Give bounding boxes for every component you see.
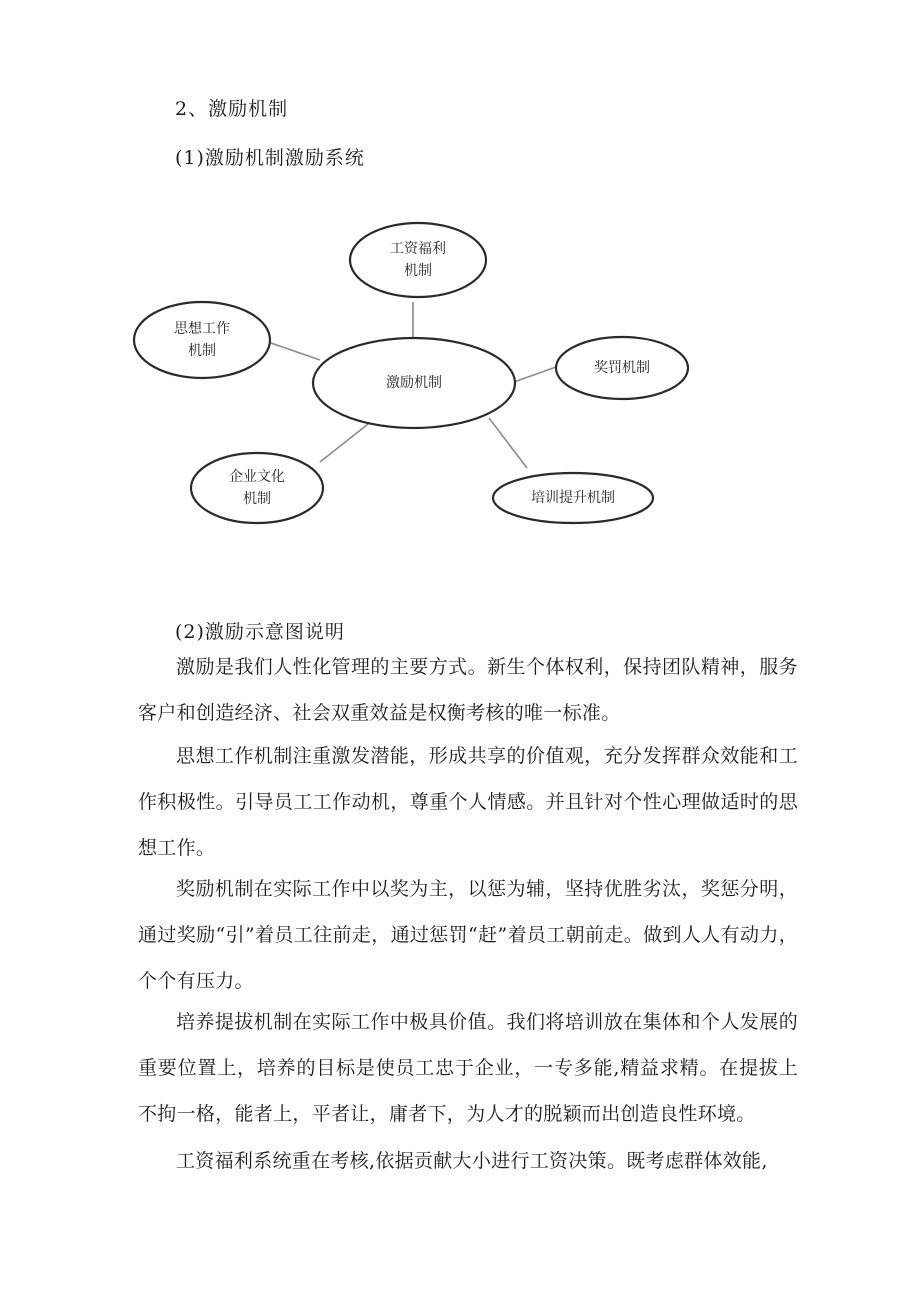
node-training-label: 培训提升机制 bbox=[531, 490, 615, 506]
connector-culture bbox=[320, 424, 368, 462]
node-salary-label: 工资福利 机制 bbox=[390, 241, 446, 279]
subsection-heading-1: (1)激励机制激励系统 bbox=[175, 147, 365, 169]
node-reward-label: 奖罚机制 bbox=[594, 360, 650, 376]
paragraph-ideology: 思想工作机制注重激发潜能，形成共享的价值观，充分发挥群众效能和工作积极性。引导员工工作动机，尊重个人情感。并且针对个性心理做适时的思想工作。 bbox=[138, 745, 798, 859]
paragraph-salary: 工资福利系统重在考核,依据贡献大小进行工资决策。既考虑群体效能, bbox=[176, 1150, 768, 1172]
connector-ideology bbox=[268, 342, 320, 360]
node-center-label: 激励机制 bbox=[386, 375, 442, 391]
node-ideology-label: 思想工作 机制 bbox=[174, 321, 230, 359]
paragraph-motivation: 激励是我们人性化管理的主要方式。新生个体权利，保持团队精神，服务客户和创造经济、社会双重效益是权衡考核的唯一标准。 bbox=[138, 656, 798, 724]
section-heading: 2、激励机制 bbox=[175, 98, 289, 120]
diagram-shapes bbox=[0, 200, 920, 540]
connector-training bbox=[489, 418, 527, 468]
paragraph-training: 培养提拔机制在实际工作中极具价值。我们将培训放在集体和个人发展的重要位置上，培养的目标是使员工忠于企业，一专多能,精益求精。在提拔上不拘一格，能者上，平者让，庸者下，为人才的脱颖而出创造良性环境。 bbox=[138, 1011, 798, 1125]
paragraph-reward: 奖励机制在实际工作中以奖为主，以惩为辅，坚持优胜劣汰，奖惩分明，通过奖励“引”着员工往前走，通过惩罚“赶”着员工朝前走。做到人人有动力，个个有压力。 bbox=[138, 878, 798, 992]
node-culture-label: 企业文化 机制 bbox=[229, 469, 285, 507]
motivation-diagram bbox=[0, 200, 920, 540]
connector-reward bbox=[514, 367, 556, 382]
subsection-heading-2: (2)激励示意图说明 bbox=[175, 621, 345, 643]
